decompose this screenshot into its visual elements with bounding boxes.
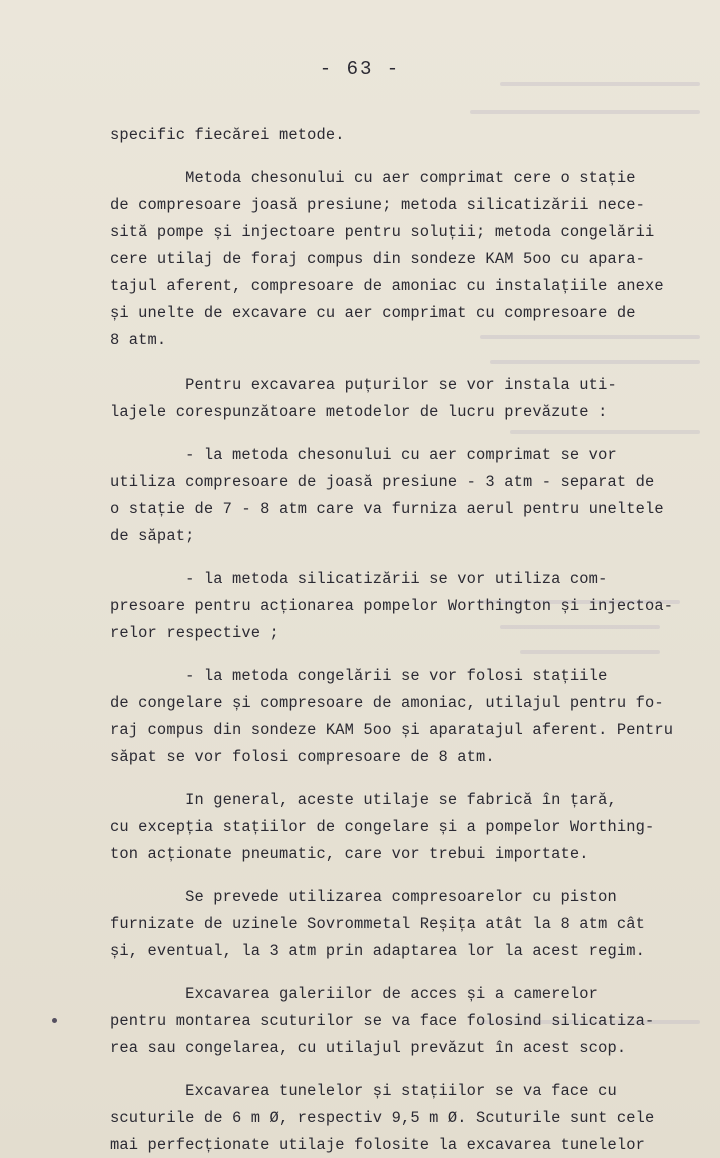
paragraph bbox=[110, 884, 710, 965]
text-line: sită pompe și injectoare pentru soluții; metoda congelării bbox=[110, 223, 655, 241]
text-line: Pentru excavarea puțurilor se vor instala uti- bbox=[110, 376, 617, 394]
text-line: utiliza compresoare de joasă presiune - 3 atm - separat de bbox=[110, 473, 655, 491]
text-line: lajele corespunzătoare metodelor de lucru prevăzute : bbox=[110, 403, 608, 421]
text-line: furnizate de uzinele Sovrommetal Reșița atât la 8 atm cât bbox=[110, 915, 645, 933]
text-line: Excavarea tunelelor și stațiilor se va face cu bbox=[110, 1082, 617, 1100]
paragraph bbox=[110, 122, 710, 149]
text-line: și, eventual, la 3 atm prin adaptarea lor la acest regim. bbox=[110, 942, 645, 960]
text-line: In general, aceste utilaje se fabrică în țară, bbox=[110, 791, 617, 809]
paragraph bbox=[110, 372, 710, 426]
text-line: mai perfecționate utilaje folosite la excavarea tunelelor bbox=[110, 1136, 645, 1154]
body-text bbox=[110, 122, 710, 1158]
ink-dot bbox=[52, 1018, 57, 1023]
text-line: săpat se vor folosi compresoare de 8 atm. bbox=[110, 748, 495, 766]
paragraph bbox=[110, 787, 710, 868]
text-line: o stație de 7 - 8 atm care va furniza aerul pentru uneltele bbox=[110, 500, 664, 518]
text-line: Se prevede utilizarea compresoarelor cu piston bbox=[110, 888, 617, 906]
text-line: - la metoda silicatizării se vor utiliza com- bbox=[110, 570, 608, 588]
text-line: pentru montarea scuturilor se va face folosind silicatiza- bbox=[110, 1012, 655, 1030]
paragraph bbox=[110, 1078, 710, 1158]
paragraph bbox=[110, 663, 710, 771]
text-line: cere utilaj de foraj compus din sondeze KAM 5oo cu apara- bbox=[110, 250, 645, 268]
paragraph bbox=[110, 566, 710, 647]
text-line: ton acționate pneumatic, care vor trebui importate. bbox=[110, 845, 589, 863]
text-line: Metoda chesonului cu aer comprimat cere o stație bbox=[110, 169, 636, 187]
text-line: scuturile de 6 m Ø, respectiv 9,5 m Ø. Scuturile sunt cele bbox=[110, 1109, 655, 1127]
paragraph bbox=[110, 981, 710, 1062]
text-line: rea sau congelarea, cu utilajul prevăzut în acest scop. bbox=[110, 1039, 627, 1057]
text-line: presoare pentru acționarea pompelor Worthington și injectoa- bbox=[110, 597, 674, 615]
text-line: relor respective ; bbox=[110, 624, 279, 642]
text-line: și unelte de excavare cu aer comprimat cu compresoare de bbox=[110, 304, 636, 322]
text-line: - la metoda congelării se vor folosi stațiile bbox=[110, 667, 608, 685]
text-line: tajul aferent, compresoare de amoniac cu instalațiile anexe bbox=[110, 277, 664, 295]
text-line: de săpat; bbox=[110, 527, 195, 545]
text-line: de compresoare joasă presiune; metoda silicatizării nece- bbox=[110, 196, 645, 214]
text-line: specific fiecărei metode. bbox=[110, 126, 345, 144]
text-line: Excavarea galeriilor de acces și a camerelor bbox=[110, 985, 599, 1003]
text-line: 8 atm. bbox=[110, 331, 167, 349]
paragraph bbox=[110, 442, 710, 550]
text-line: raj compus din sondeze KAM 5oo și aparatajul aferent. Pentru bbox=[110, 721, 674, 739]
text-line: - la metoda chesonului cu aer comprimat se vor bbox=[110, 446, 617, 464]
paragraph bbox=[110, 165, 710, 354]
text-line: de congelare și compresoare de amoniac, utilajul pentru fo- bbox=[110, 694, 664, 712]
page-number: - 63 - bbox=[319, 58, 401, 80]
text-line: cu excepția stațiilor de congelare și a pompelor Worthing- bbox=[110, 818, 655, 836]
